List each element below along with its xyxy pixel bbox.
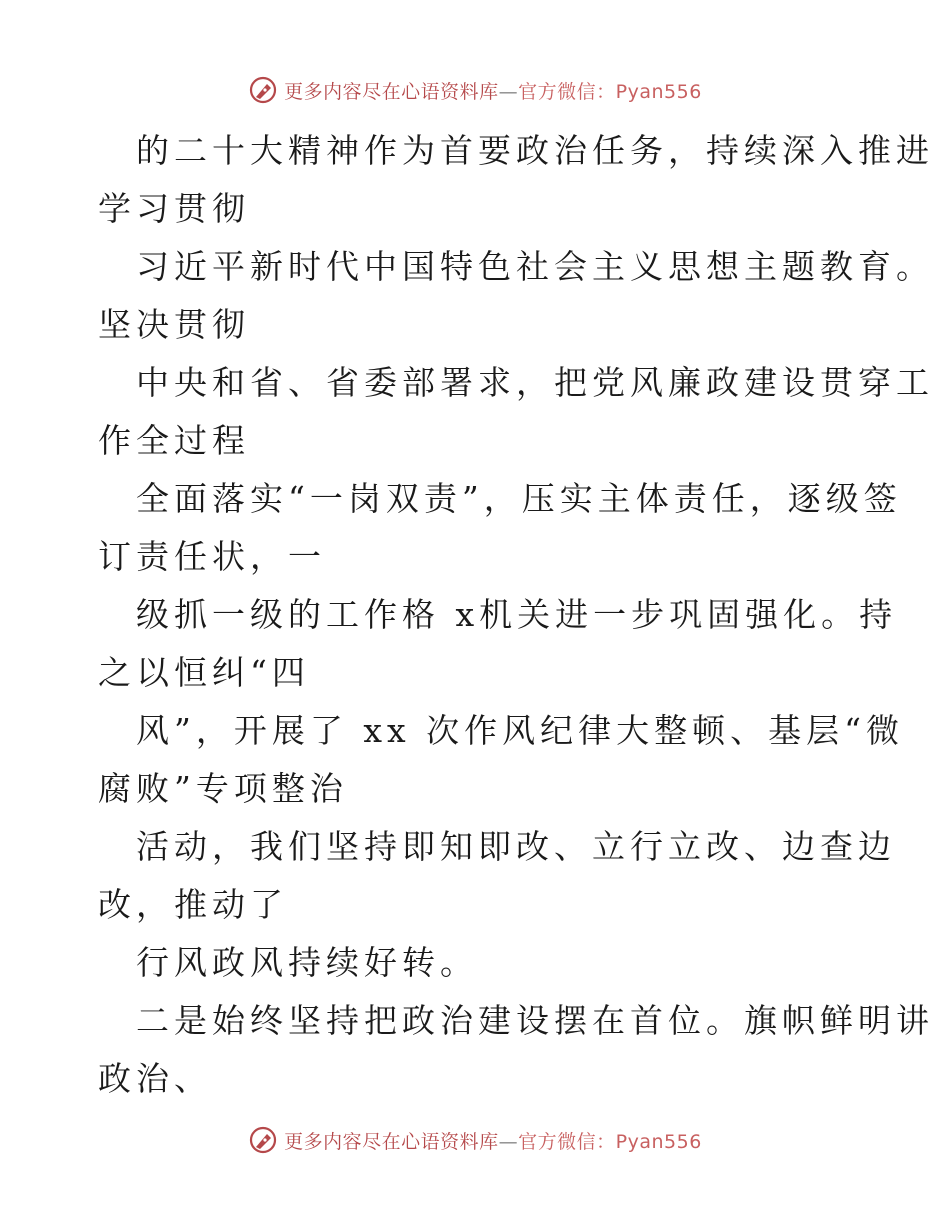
text-line bbox=[98, 586, 898, 644]
text-line-content: 学习贯彻 bbox=[98, 189, 250, 228]
text-line-content: 二是始终坚持把政治建设摆在首位。旗帜鲜明讲 bbox=[136, 1001, 934, 1040]
text-line bbox=[98, 876, 858, 934]
pen-nib-circle-icon bbox=[248, 75, 278, 105]
banner-text bbox=[284, 1127, 702, 1154]
banner-contact-text: 官方微信：Pyan556 bbox=[518, 80, 702, 103]
text-line-content: 坚决贯彻 bbox=[98, 305, 250, 344]
banner-main-text: 更多内容尽在心语资料库 bbox=[284, 1130, 499, 1153]
text-line bbox=[98, 818, 896, 876]
document-body bbox=[98, 122, 934, 1108]
text-line-content: 风”，开展了 xx 次作风纪律大整顿、基层“微 bbox=[136, 711, 904, 750]
text-line bbox=[98, 1050, 858, 1108]
text-line-content: 习近平新时代中国特色社会主义思想主题教育。 bbox=[136, 247, 934, 286]
text-line bbox=[98, 354, 934, 412]
text-line-content: 级抓一级的工作格 x机关进一步巩固强化。持 bbox=[136, 595, 898, 634]
text-line bbox=[98, 122, 934, 180]
text-line-content: 作全过程 bbox=[98, 421, 250, 460]
text-line-content: 行风政风持续好转。 bbox=[136, 943, 478, 982]
text-line bbox=[98, 470, 902, 528]
text-line-content: 之以恒纠“四 bbox=[98, 653, 310, 692]
banner-main-text: 更多内容尽在心语资料库 bbox=[284, 80, 499, 103]
text-line bbox=[98, 934, 858, 992]
header-banner bbox=[0, 70, 950, 110]
text-line-content: 腐败”专项整治 bbox=[98, 769, 348, 808]
text-line-content: 全面落实“一岗双责”，压实主体责任，逐级签 bbox=[136, 479, 902, 518]
text-line-content: 订责任状，一 bbox=[98, 537, 326, 576]
text-line bbox=[98, 760, 858, 818]
text-line-content: 的二十大精神作为首要政治任务，持续深入推进 bbox=[136, 131, 934, 170]
banner-separator: — bbox=[498, 80, 519, 103]
footer-banner bbox=[0, 1120, 950, 1160]
text-line bbox=[98, 180, 858, 238]
text-line bbox=[98, 992, 934, 1050]
banner-text bbox=[284, 77, 702, 104]
text-line bbox=[98, 238, 934, 296]
text-line-content: 改，推动了 bbox=[98, 885, 288, 924]
text-line bbox=[98, 528, 858, 586]
text-line bbox=[98, 702, 904, 760]
text-line-content: 政治、 bbox=[98, 1059, 212, 1098]
banner-contact-text: 官方微信：Pyan556 bbox=[518, 1130, 702, 1153]
text-line bbox=[98, 644, 858, 702]
banner-separator: — bbox=[498, 1130, 519, 1153]
text-line-content: 中央和省、省委部署求，把党风廉政建设贯穿工 bbox=[136, 363, 934, 402]
text-line-content: 活动，我们坚持即知即改、立行立改、边查边 bbox=[136, 827, 896, 866]
pen-nib-circle-icon bbox=[248, 1125, 278, 1155]
text-line bbox=[98, 296, 858, 354]
text-line bbox=[98, 412, 858, 470]
